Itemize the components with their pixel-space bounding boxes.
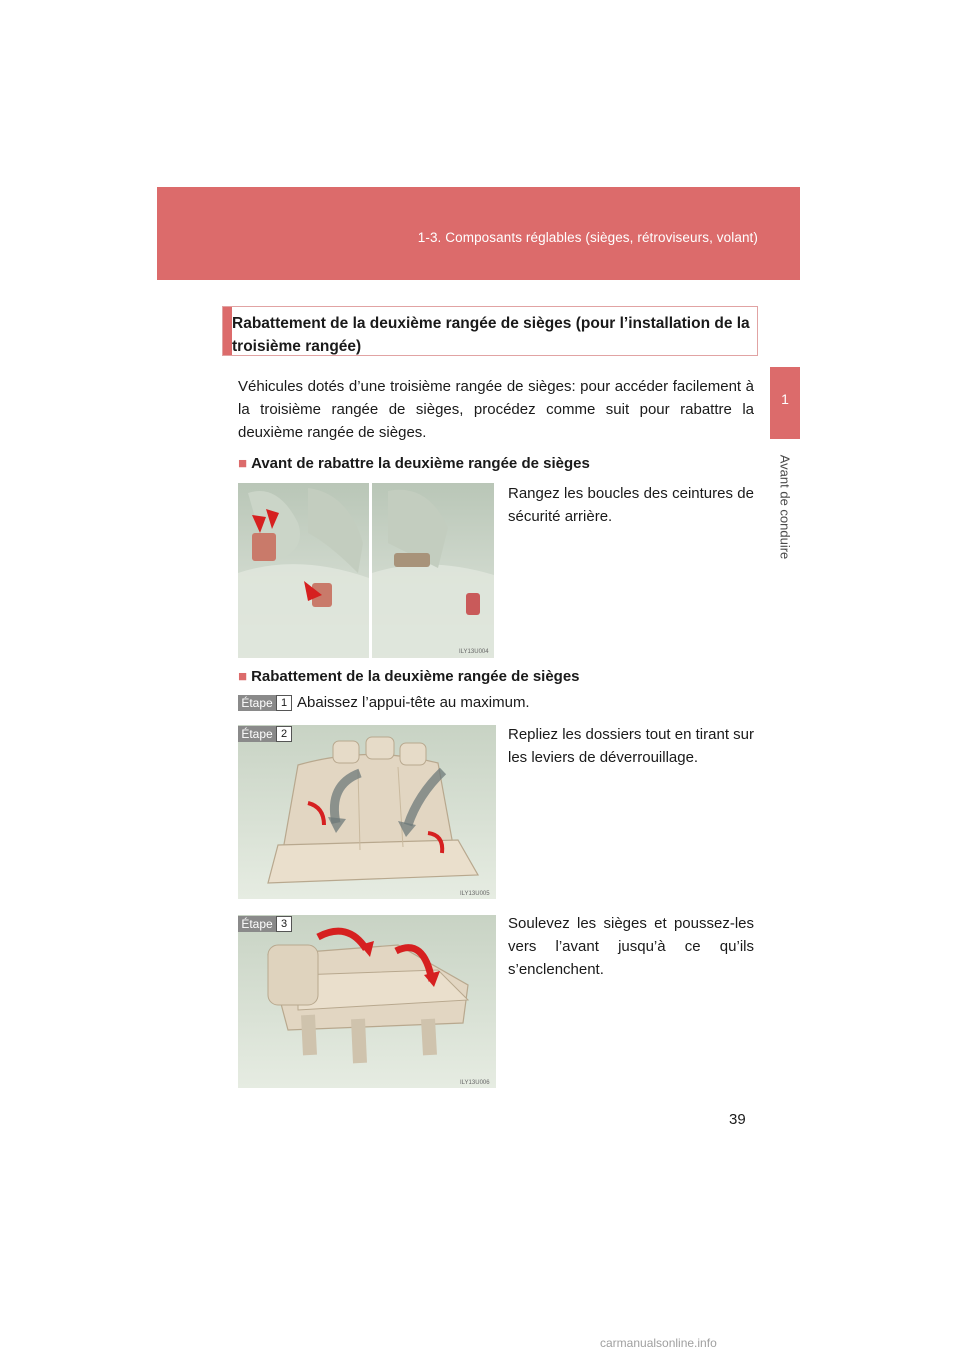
step-1-text: Abaissez l’appui-tête au maximum.: [297, 694, 530, 711]
step-number: 3: [276, 916, 292, 932]
section-title-bar: [223, 307, 232, 355]
chapter-side-label-text: Avant de conduire: [777, 454, 793, 560]
step-1-label: [238, 695, 292, 711]
buckles-instruction: Rangez les boucles des ceintures de sécurité arrière.: [508, 485, 754, 525]
step-3-text: Soulevez les sièges et poussez-les vers l’avant jusqu’à ce qu’ils s’enclenchent.: [508, 915, 754, 978]
step-2-label: [238, 726, 292, 742]
step-word: Étape: [238, 695, 276, 711]
chapter-side-label: [760, 451, 810, 563]
chapter-section-title: 1-3. Composants réglables (sièges, rétroviseurs, volant): [417, 230, 758, 245]
buckle-right: [466, 593, 480, 615]
chapter-header: [157, 187, 800, 280]
figure-code: ILY13U005: [460, 891, 490, 897]
flip-seats-figure: [238, 915, 496, 1088]
buckle-left: [252, 533, 276, 561]
stowed-buckle: [394, 553, 430, 567]
section-title: Rabattement de la deuxième rangée de sièges (pour l’installation de la troisième rangée): [232, 315, 750, 355]
figure-code: ILY13U006: [460, 1080, 490, 1086]
subsection-heading-text: Rabattement de la deuxième rangée de sièges: [251, 668, 580, 685]
step-number: 2: [276, 726, 292, 742]
intro-paragraph: Véhicules dotés d’une troisième rangée de sièges: pour accéder facilement à la troisième rangée de sièges, procédez comme suit pour rabattre la deuxième rangée de sièges.: [238, 378, 754, 441]
seatbelt-buckles-figure: [238, 483, 494, 658]
subsection-heading-before-folding: [238, 455, 590, 472]
step-word: Étape: [238, 726, 276, 742]
section-title-box: [222, 306, 758, 356]
page-number: 39: [729, 1111, 746, 1128]
step-word: Étape: [238, 916, 276, 932]
chapter-tab: [770, 367, 800, 439]
square-bullet-icon: ■: [238, 668, 248, 685]
step-number: 1: [276, 695, 292, 711]
step-2-text: Repliez les dossiers tout en tirant sur les leviers de déverrouillage.: [508, 726, 754, 766]
chapter-tab-number: 1: [781, 391, 789, 407]
watermark-footer: carmanualsonline.info: [600, 1336, 717, 1350]
fold-seatbacks-figure: [238, 725, 496, 899]
square-bullet-icon: ■: [238, 455, 248, 472]
subsection-heading-text: Avant de rabattre la deuxième rangée de sièges: [251, 455, 590, 472]
step-3-label: [238, 916, 292, 932]
figure-code: ILY13U004: [459, 649, 489, 655]
subsection-heading-folding: [238, 668, 580, 685]
